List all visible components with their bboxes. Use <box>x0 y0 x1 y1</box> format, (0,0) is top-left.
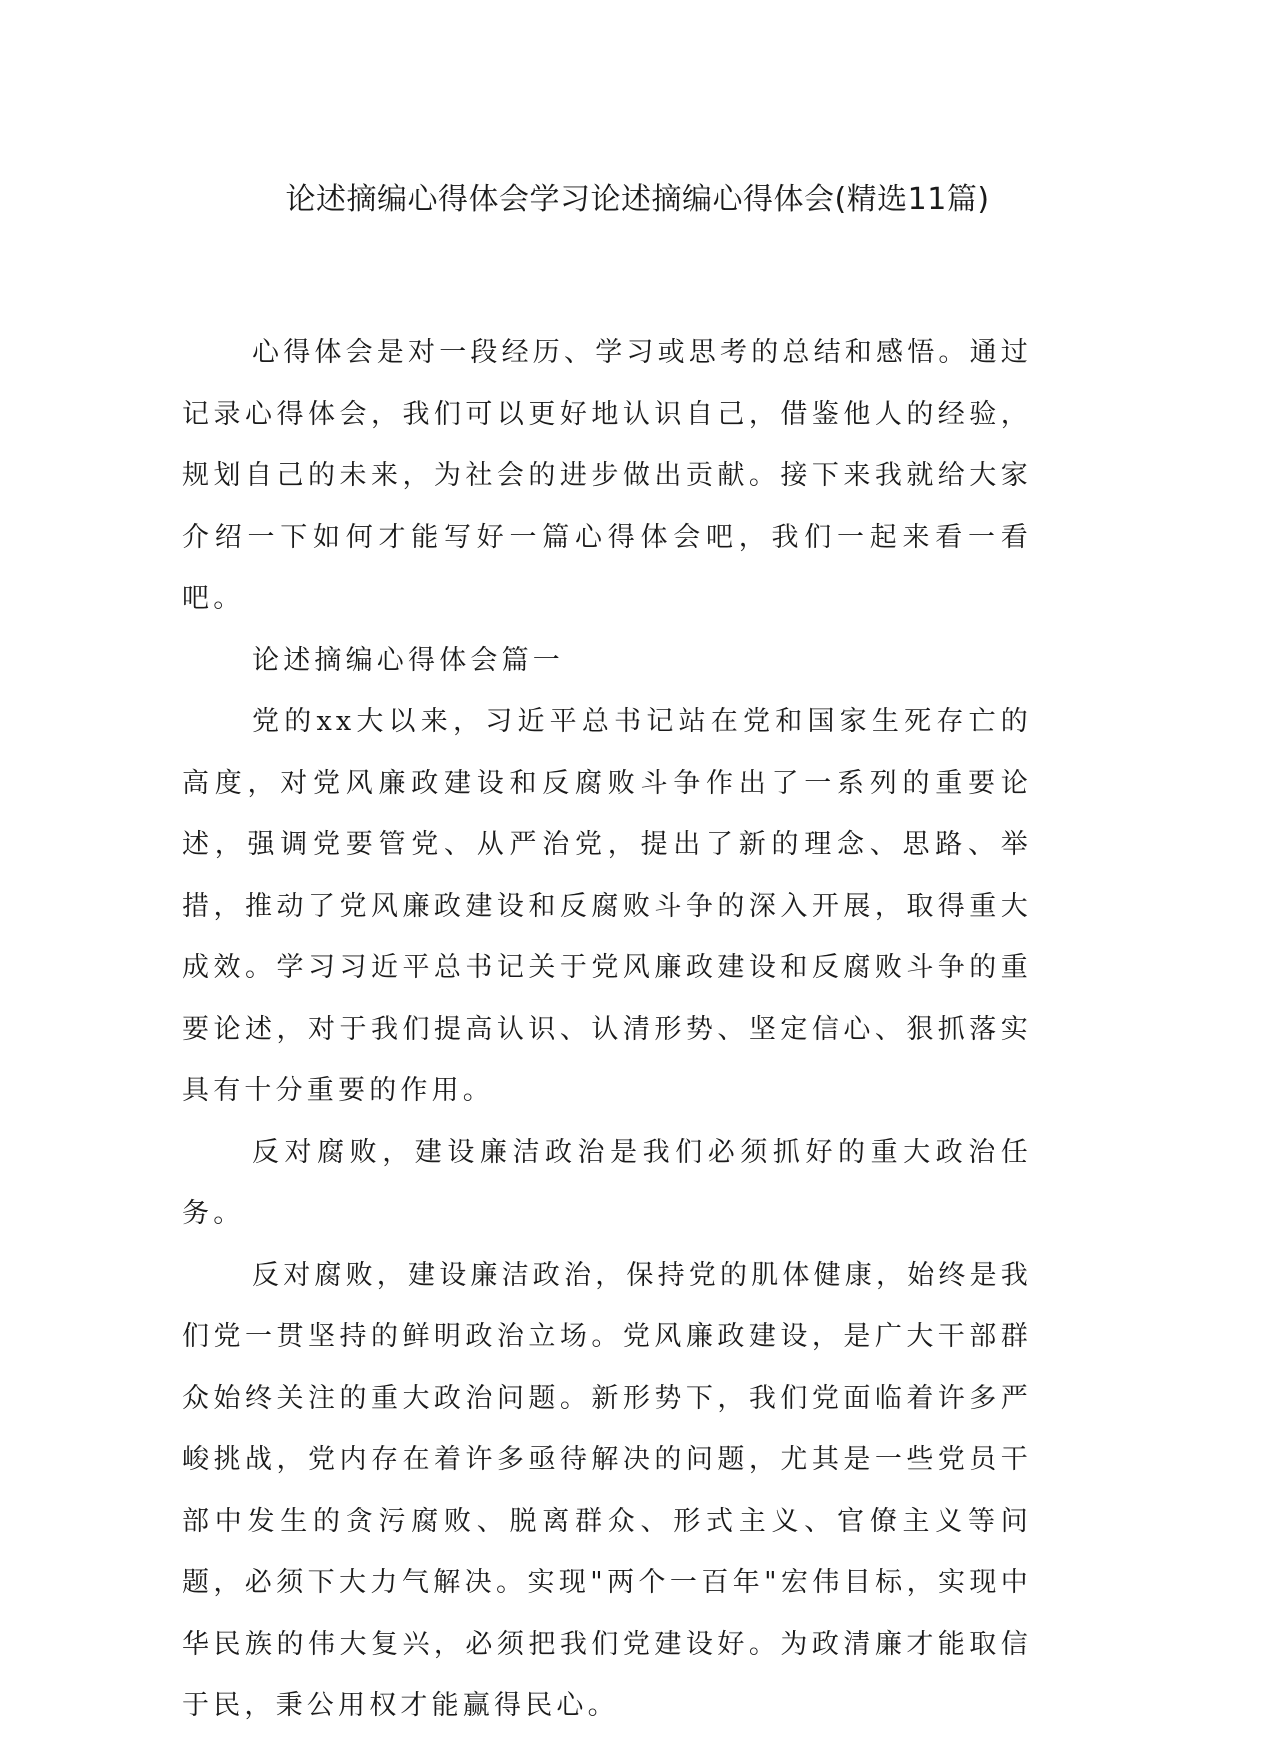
body-paragraph: 党的xx大以来，习近平总书记站在党和国家生死存亡的高度，对党风廉政建设和反腐败斗争作出了一系列的重要论述，强调党要管党、从严治党，提出了新的理念、思路、举措，推动了党风廉政建设和反腐败斗争的深入开展，取得重大成效。学习习近平总书记关于党风廉政建设和反腐败斗争的重要论述，对于我们提高认识、认清形势、坚定信心、狠抓落实具有十分重要的作用。 <box>182 706 1032 1106</box>
body-paragraph: 反对腐败，建设廉洁政治是我们必须抓好的重大政治任务。 <box>182 1136 1032 1229</box>
intro-paragraph: 心得体会是对一段经历、学习或思考的总结和感悟。通过记录心得体会，我们可以更好地认识自己，借鉴他人的经验，规划自己的未来，为社会的进步做出贡献。接下来我就给大家介绍一下如何才能写好一篇心得体会吧，我们一起来看一看吧。 <box>182 337 1032 614</box>
section-heading: 论述摘编心得体会篇一 <box>252 644 564 676</box>
body-paragraph: 反对腐败，建设廉洁政治，保持党的肌体健康，始终是我们党一贯坚持的鲜明政治立场。党风廉政建设，是广大干部群众始终关注的重大政治问题。新形势下，我们党面临着许多严峻挑战，党内存在着许多亟待解决的问题，尤其是一些党员干部中发生的贪污腐败、脱离群众、形式主义、官僚主义等问题，必须下大力气解决。实现"两个一百年"宏伟目标，实现中华民族的伟大复兴，必须把我们党建设好。为政清廉才能取信于民，秉公用权才能赢得民心。 <box>182 1259 1032 1721</box>
document-title: 论述摘编心得体会学习论述摘编心得体会(精选11篇) <box>285 182 990 217</box>
document-body <box>182 322 1032 1737</box>
